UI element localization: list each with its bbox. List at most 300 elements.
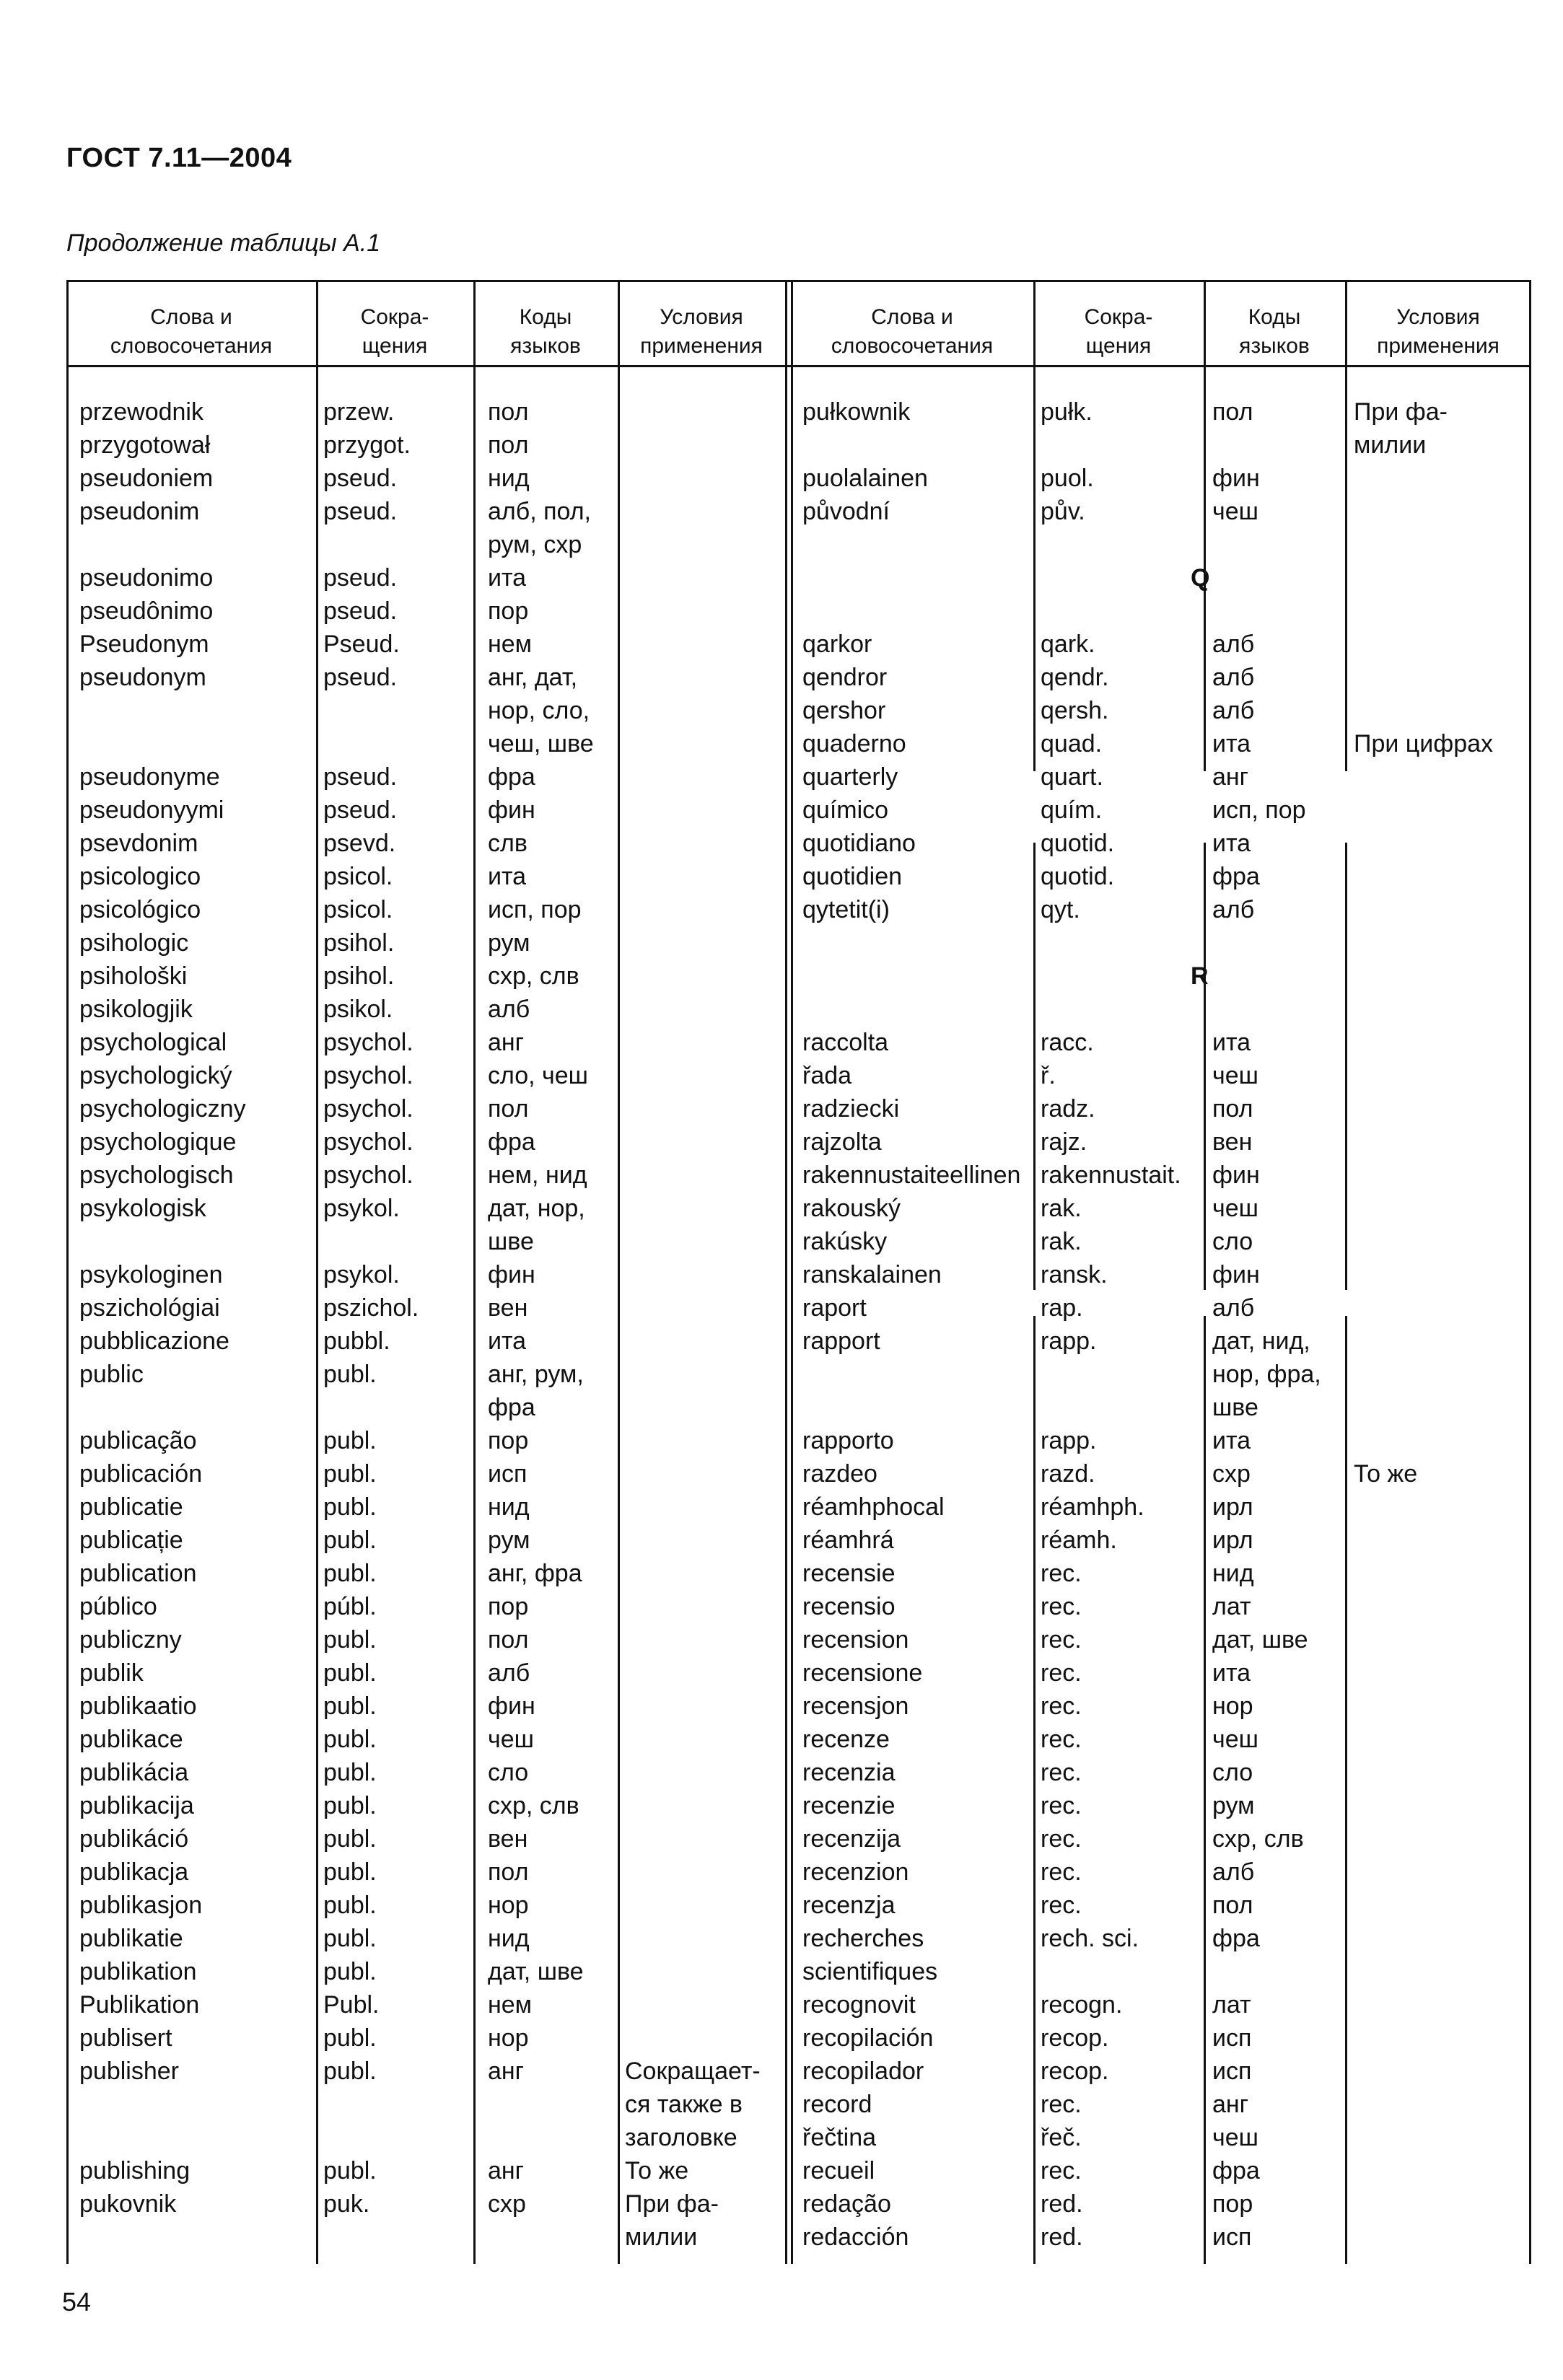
code-cell: анг xyxy=(488,2058,525,2085)
word-cell: publikasjon xyxy=(79,1892,203,1919)
word-cell: public xyxy=(79,1361,144,1388)
word-cell: redação xyxy=(802,2190,891,2218)
word-cell: publiczny xyxy=(79,1626,182,1654)
code-cell: пол xyxy=(488,431,529,459)
word-cell: pszichológiai xyxy=(79,1294,220,1322)
word-cell: publicatie xyxy=(79,1493,183,1521)
header-abbr: Сокра- щения xyxy=(360,305,429,358)
word-cell: redacción xyxy=(802,2223,909,2251)
abbr-cell: psikol. xyxy=(323,996,393,1023)
abbr-cell: red. xyxy=(1041,2223,1083,2251)
header-conditions: Условия применения xyxy=(640,305,763,358)
code-cell: нор xyxy=(1212,1692,1253,1720)
word-cell: recherches xyxy=(802,1925,924,1952)
code-cell: чеш xyxy=(1212,1062,1258,1089)
code-cell: пол xyxy=(1212,1095,1253,1123)
word-cell: publikatie xyxy=(79,1925,183,1952)
code-cell: пол xyxy=(1212,398,1253,426)
condition-cell: То же xyxy=(1354,1460,1418,1488)
code-cell: исп, пор xyxy=(1212,796,1306,824)
word-cell: pubblicazione xyxy=(79,1327,229,1355)
abbr-cell: publ. xyxy=(323,1692,377,1720)
word-cell: recueil xyxy=(802,2157,875,2184)
abbr-cell: rec. xyxy=(1041,1593,1082,1620)
abbr-cell: psevd. xyxy=(323,830,396,857)
code-cell: нем xyxy=(488,631,533,658)
abbr-cell: racc. xyxy=(1041,1029,1094,1056)
abbr-cell: rec. xyxy=(1041,1626,1082,1654)
word-cell: pseudoniem xyxy=(79,465,214,492)
header-codes: Коды языков xyxy=(1239,305,1310,358)
word-cell: psicologico xyxy=(79,863,201,890)
code-cell: схр, слв xyxy=(488,962,579,990)
abbr-cell: quím. xyxy=(1041,796,1103,824)
word-cell: publikacja xyxy=(79,1858,189,1886)
word-cell: radziecki xyxy=(802,1095,900,1123)
code-cell: ита xyxy=(1212,1427,1251,1454)
word-cell: pseudonyymi xyxy=(79,796,224,824)
word-cell: Publikation xyxy=(79,1991,200,2019)
word-cell: publication xyxy=(79,1560,197,1587)
code-cell: фин xyxy=(1212,1162,1260,1189)
word-cell: recensjon xyxy=(802,1692,909,1720)
abbr-cell: pseud. xyxy=(323,763,398,791)
code-cell: алб xyxy=(1212,896,1255,923)
abbr-cell: pseud. xyxy=(323,465,398,492)
code-cell: нем, нид xyxy=(488,1162,587,1189)
condition-cell: То же xyxy=(625,2157,689,2184)
word-cell: recenzja xyxy=(802,1892,896,1919)
section-letter: R xyxy=(1191,962,1209,990)
abbr-cell: publ. xyxy=(323,1792,377,1819)
abbr-cell: psykol. xyxy=(323,1195,400,1222)
abbr-cell: publ. xyxy=(323,1858,377,1886)
word-cell: pukovnik xyxy=(79,2190,177,2218)
header-codes: Коды языков xyxy=(510,305,581,358)
code-cell: исп xyxy=(1212,2058,1252,2085)
word-cell: público xyxy=(79,1593,157,1620)
word-cell: psychologiczny xyxy=(79,1095,246,1123)
table-header-border xyxy=(66,365,1531,367)
abbr-cell: públ. xyxy=(323,1593,377,1620)
code-cell: схр xyxy=(1212,1460,1251,1488)
condition-cell: Сокращает- xyxy=(625,2058,761,2085)
code-cell: дат, шве xyxy=(1212,1626,1308,1654)
word-cell: pseudonym xyxy=(79,664,206,691)
abbr-cell: publ. xyxy=(323,1892,377,1919)
condition-cell: При фа- xyxy=(1354,398,1448,426)
word-cell: recenze xyxy=(802,1726,890,1753)
code-cell: пор xyxy=(488,1427,529,1454)
word-cell: řečtina xyxy=(802,2124,877,2151)
word-cell: razdeo xyxy=(802,1460,877,1488)
word-cell: pseudônimo xyxy=(79,597,214,625)
code-cell: ита xyxy=(488,1327,527,1355)
header-words: Слова и словосочетания xyxy=(831,305,994,358)
header-conditions: Условия применения xyxy=(1377,305,1499,358)
word-cell: rajzolta xyxy=(802,1128,882,1156)
abbr-cell: ř. xyxy=(1041,1062,1056,1089)
code-cell: анг xyxy=(1212,2091,1249,2118)
word-cell: psychologique xyxy=(79,1128,237,1156)
condition-cell: заголовке xyxy=(625,2124,737,2151)
word-cell: Pseudonym xyxy=(79,631,209,658)
word-cell: recenzia xyxy=(802,1759,896,1786)
word-cell: publicación xyxy=(79,1460,203,1488)
code-cell: пол xyxy=(488,1858,529,1886)
word-cell: původní xyxy=(802,498,890,525)
word-cell: quaderno xyxy=(802,730,906,758)
abbr-cell: radz. xyxy=(1041,1095,1095,1123)
code-cell: пор xyxy=(488,1593,529,1620)
word-cell: publikaatio xyxy=(79,1692,197,1720)
word-cell: ranskalainen xyxy=(802,1261,942,1288)
abbr-cell: qersh. xyxy=(1041,697,1109,724)
abbr-cell: psicol. xyxy=(323,896,393,923)
abbr-cell: publ. xyxy=(323,1460,377,1488)
abbr-cell: quotid. xyxy=(1041,863,1115,890)
abbr-cell: rec. xyxy=(1041,2157,1082,2184)
abbr-cell: rec. xyxy=(1041,1858,1082,1886)
abbr-cell: recop. xyxy=(1041,2058,1109,2085)
word-cell: publicação xyxy=(79,1427,197,1454)
code-cell: чеш xyxy=(488,1726,534,1753)
abbr-cell: rapp. xyxy=(1041,1427,1097,1454)
abbr-cell: pův. xyxy=(1041,498,1085,525)
code-cell: пол xyxy=(488,1095,529,1123)
abbr-cell: rec. xyxy=(1041,1792,1082,1819)
word-cell: réamhrá xyxy=(802,1527,894,1554)
code-cell: пор xyxy=(488,597,529,625)
condition-cell: милии xyxy=(625,2223,698,2251)
abbr-cell: psihol. xyxy=(323,929,395,957)
abbr-cell: publ. xyxy=(323,1726,377,1753)
code-cell: лат xyxy=(1212,1991,1251,2019)
word-cell: raport xyxy=(802,1294,867,1322)
abbr-cell: pseud. xyxy=(323,498,398,525)
code-cell: анг xyxy=(1212,763,1249,791)
abbr-cell: publ. xyxy=(323,1759,377,1786)
code-cell: фин xyxy=(488,1692,535,1720)
abbr-cell: publ. xyxy=(323,2024,377,2052)
word-cell: psevdonim xyxy=(79,830,198,857)
middle-separator xyxy=(791,280,793,2264)
col-separator xyxy=(316,280,318,2264)
code-cell: рум, схр xyxy=(488,531,582,558)
code-cell: сло xyxy=(1212,1759,1253,1786)
word-cell: recenzion xyxy=(802,1858,909,1886)
code-cell: сло, чеш xyxy=(488,1062,588,1089)
code-cell: слв xyxy=(488,830,527,857)
abbr-cell: publ. xyxy=(323,1560,377,1587)
code-cell: ита xyxy=(1212,1659,1251,1687)
code-cell: анг, фра xyxy=(488,1560,582,1587)
abbr-cell: pubbl. xyxy=(323,1327,390,1355)
code-cell: фра xyxy=(488,1394,535,1421)
word-cell: publikáció xyxy=(79,1825,189,1853)
abbr-cell: publ. xyxy=(323,1361,377,1388)
code-cell: ита xyxy=(488,564,527,592)
code-cell: нор, сло, xyxy=(488,697,590,724)
word-cell: recensio xyxy=(802,1593,896,1620)
abbr-cell: quotid. xyxy=(1041,830,1115,857)
code-cell: фра xyxy=(1212,863,1260,890)
word-cell: recensione xyxy=(802,1659,923,1687)
code-cell: дат, нид, xyxy=(1212,1327,1310,1355)
abbr-cell: rec. xyxy=(1041,1892,1082,1919)
abbr-cell: pseud. xyxy=(323,796,398,824)
table-caption: Продолжение таблицы А.1 xyxy=(66,229,381,257)
word-cell: publikácia xyxy=(79,1759,189,1786)
abbr-cell: red. xyxy=(1041,2190,1083,2218)
abbr-cell: rec. xyxy=(1041,2091,1082,2118)
abbr-cell: réamhph. xyxy=(1041,1493,1144,1521)
abbr-cell: rec. xyxy=(1041,1726,1082,1753)
abbr-cell: pseud. xyxy=(323,664,398,691)
abbr-cell: publ. xyxy=(323,1659,377,1687)
word-cell: psychological xyxy=(79,1029,227,1056)
abbr-cell: rapp. xyxy=(1041,1327,1097,1355)
abbr-cell: psychol. xyxy=(323,1029,413,1056)
word-cell: psihologic xyxy=(79,929,189,957)
abbr-cell: pseud. xyxy=(323,564,398,592)
abbr-cell: psychol. xyxy=(323,1128,413,1156)
abbr-cell: publ. xyxy=(323,2157,377,2184)
code-cell: нид xyxy=(488,465,530,492)
code-cell: чеш xyxy=(1212,2124,1258,2151)
abbr-cell: rakennustait. xyxy=(1041,1162,1181,1189)
code-cell: чеш xyxy=(1212,498,1258,525)
word-cell: publik xyxy=(79,1659,144,1687)
code-cell: шве xyxy=(1212,1394,1258,1421)
word-cell: psychologisch xyxy=(79,1162,234,1189)
abbr-cell: pszichol. xyxy=(323,1294,419,1322)
word-cell: recognovit xyxy=(802,1991,916,2019)
code-cell: сло xyxy=(488,1759,529,1786)
code-cell: вен xyxy=(488,1294,528,1322)
code-cell: ирл xyxy=(1212,1493,1253,1521)
condition-cell: При фа- xyxy=(625,2190,719,2218)
code-cell: алб xyxy=(1212,664,1255,691)
abbr-cell: publ. xyxy=(323,1527,377,1554)
code-cell: анг, дат, xyxy=(488,664,578,691)
word-cell: rapporto xyxy=(802,1427,894,1454)
code-cell: фин xyxy=(1212,1261,1260,1288)
word-cell: publisert xyxy=(79,2024,172,2052)
abbr-cell: rap. xyxy=(1041,1294,1083,1322)
code-cell: нор xyxy=(488,2024,529,2052)
word-cell: publikacija xyxy=(79,1792,194,1819)
condition-cell: ся также в xyxy=(625,2091,743,2118)
code-cell: шве xyxy=(488,1228,534,1255)
abbr-cell: Pseud. xyxy=(323,631,400,658)
code-cell: нор, фра, xyxy=(1212,1361,1321,1388)
code-cell: схр, слв xyxy=(488,1792,579,1819)
abbr-cell: rec. xyxy=(1041,1560,1082,1587)
code-cell: дат, шве xyxy=(488,1958,584,1985)
page-header: ГОСТ 7.11—2004 xyxy=(66,143,292,173)
code-cell: рум xyxy=(488,1527,530,1554)
word-cell: psihološki xyxy=(79,962,188,990)
abbr-cell: qendr. xyxy=(1041,664,1109,691)
abbr-cell: psychol. xyxy=(323,1095,413,1123)
word-cell: qarkor xyxy=(802,631,872,658)
word-cell: rakennustaiteellinen xyxy=(802,1162,1021,1189)
middle-separator xyxy=(785,280,787,2264)
word-cell: réamhphocal xyxy=(802,1493,945,1521)
abbr-cell: przew. xyxy=(323,398,395,426)
abbr-cell: pułk. xyxy=(1041,398,1093,426)
word-cell: recenzija xyxy=(802,1825,901,1853)
word-cell: publishing xyxy=(79,2157,191,2184)
word-cell: publicație xyxy=(79,1527,183,1554)
word-cell: pseudonimo xyxy=(79,564,214,592)
word-cell: recopilador xyxy=(802,2058,924,2085)
code-cell: пол xyxy=(488,1626,529,1654)
code-cell: ита xyxy=(1212,730,1251,758)
abbr-cell: rec. xyxy=(1041,1659,1082,1687)
code-cell: ита xyxy=(1212,1029,1251,1056)
table-top-border xyxy=(66,280,1531,282)
code-cell: ита xyxy=(1212,830,1251,857)
abbr-cell: rec. xyxy=(1041,1825,1082,1853)
abbr-cell: pseud. xyxy=(323,597,398,625)
dictionary-table xyxy=(66,280,1531,2264)
abbr-cell: ransk. xyxy=(1041,1261,1108,1288)
abbr-cell: recop. xyxy=(1041,2024,1109,2052)
code-cell: анг xyxy=(488,1029,525,1056)
abbr-cell: rec. xyxy=(1041,1692,1082,1720)
code-cell: алб xyxy=(488,1659,530,1687)
word-cell: psicológico xyxy=(79,896,201,923)
word-cell: scientifiques xyxy=(802,1958,938,1985)
abbr-cell: rec. xyxy=(1041,1759,1082,1786)
code-cell: фин xyxy=(1212,465,1260,492)
word-cell: pseudonim xyxy=(79,498,200,525)
word-cell: recension xyxy=(802,1626,909,1654)
abbr-cell: razd. xyxy=(1041,1460,1095,1488)
code-cell: рум xyxy=(1212,1792,1255,1819)
abbr-cell: publ. xyxy=(323,1925,377,1952)
code-cell: пол xyxy=(1212,1892,1253,1919)
code-cell: фин xyxy=(488,796,535,824)
code-cell: фра xyxy=(1212,2157,1260,2184)
code-cell: нем xyxy=(488,1991,533,2019)
code-cell: пор xyxy=(1212,2190,1253,2218)
word-cell: recensie xyxy=(802,1560,896,1587)
code-cell: схр xyxy=(488,2190,526,2218)
condition-cell: При цифрах xyxy=(1354,730,1494,758)
abbr-cell: psychol. xyxy=(323,1062,413,1089)
code-cell: схр, слв xyxy=(1212,1825,1304,1853)
abbr-cell: rajz. xyxy=(1041,1128,1087,1156)
abbr-cell: réamh. xyxy=(1041,1527,1117,1554)
header-abbr: Сокра- щения xyxy=(1084,305,1153,358)
word-cell: rakouský xyxy=(802,1195,901,1222)
code-cell: фра xyxy=(488,1128,535,1156)
code-cell: рум xyxy=(488,929,530,957)
code-cell: алб xyxy=(1212,1294,1255,1322)
abbr-cell: rak. xyxy=(1041,1195,1082,1222)
word-cell: puolalainen xyxy=(802,465,928,492)
word-cell: qershor xyxy=(802,697,886,724)
code-cell: исп xyxy=(1212,2223,1252,2251)
abbr-cell: przygot. xyxy=(323,431,411,459)
abbr-cell: qyt. xyxy=(1041,896,1080,923)
word-cell: psykologisk xyxy=(79,1195,206,1222)
code-cell: анг, рум, xyxy=(488,1361,584,1388)
word-cell: rakúsky xyxy=(802,1228,888,1255)
word-cell: przewodnik xyxy=(79,398,203,426)
col-separator xyxy=(473,280,476,2264)
code-cell: алб xyxy=(488,996,530,1023)
code-cell: ирл xyxy=(1212,1527,1253,1554)
abbr-cell: rech. sci. xyxy=(1041,1925,1139,1952)
code-cell: фра xyxy=(1212,1925,1260,1952)
abbr-cell: recogn. xyxy=(1041,1991,1123,2019)
abbr-cell: publ. xyxy=(323,1958,377,1985)
abbr-cell: puol. xyxy=(1041,465,1094,492)
word-cell: recenzie xyxy=(802,1792,896,1819)
word-cell: przygotował xyxy=(79,431,211,459)
code-cell: сло xyxy=(1212,1228,1253,1255)
code-cell: дат, нор, xyxy=(488,1195,585,1222)
code-cell: нор xyxy=(488,1892,529,1919)
code-cell: нид xyxy=(488,1493,530,1521)
abbr-cell: rak. xyxy=(1041,1228,1082,1255)
abbr-cell: publ. xyxy=(323,2058,377,2085)
abbr-cell: qark. xyxy=(1041,631,1095,658)
abbr-cell: řeč. xyxy=(1041,2124,1082,2151)
section-letter: Q xyxy=(1191,564,1210,592)
code-cell: лат xyxy=(1212,1593,1251,1620)
abbr-cell: quad. xyxy=(1041,730,1103,758)
code-cell: исп xyxy=(1212,2024,1252,2052)
word-cell: publikace xyxy=(79,1726,183,1753)
table-left-border xyxy=(66,280,69,2264)
code-cell: чеш xyxy=(1212,1195,1258,1222)
word-cell: químico xyxy=(802,796,889,824)
code-cell: алб xyxy=(1212,631,1255,658)
word-cell: quarterly xyxy=(802,763,898,791)
word-cell: qytetit(i) xyxy=(802,896,890,923)
code-cell: нид xyxy=(488,1925,530,1952)
code-cell: чеш xyxy=(1212,1726,1258,1753)
abbr-cell: psicol. xyxy=(323,863,393,890)
abbr-cell: Publ. xyxy=(323,1991,380,2019)
word-cell: raccolta xyxy=(802,1029,889,1056)
abbr-cell: psychol. xyxy=(323,1162,413,1189)
word-cell: řada xyxy=(802,1062,852,1089)
abbr-cell: psihol. xyxy=(323,962,395,990)
abbr-cell: psykol. xyxy=(323,1261,400,1288)
word-cell: pułkownik xyxy=(802,398,911,426)
code-cell: анг xyxy=(488,2157,525,2184)
code-cell: пол xyxy=(488,398,529,426)
word-cell: psychologický xyxy=(79,1062,232,1089)
page-number: 54 xyxy=(62,2287,92,2317)
abbr-cell: puk. xyxy=(323,2190,370,2218)
abbr-cell: publ. xyxy=(323,1427,377,1454)
code-cell: алб xyxy=(1212,697,1255,724)
code-cell: фра xyxy=(488,763,535,791)
code-cell: алб, пол, xyxy=(488,498,591,525)
code-cell: вен xyxy=(488,1825,528,1853)
abbr-cell: publ. xyxy=(323,1825,377,1853)
word-cell: psykologinen xyxy=(79,1261,223,1288)
word-cell: rapport xyxy=(802,1327,880,1355)
word-cell: publikation xyxy=(79,1958,197,1985)
